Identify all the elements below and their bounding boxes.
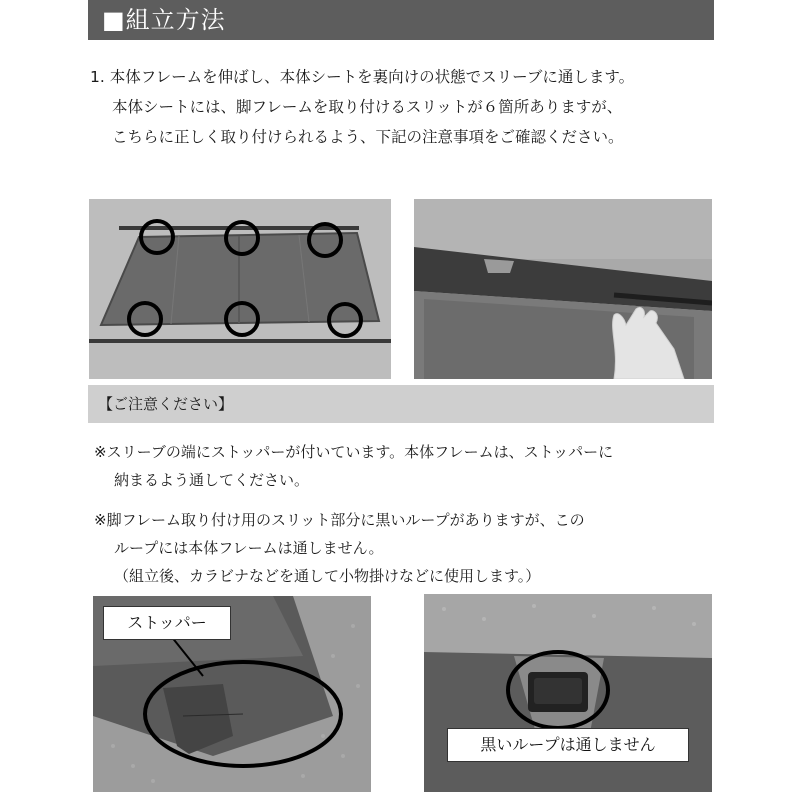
loop-label xyxy=(447,728,689,762)
section-title-bar xyxy=(88,0,714,40)
step-1-line-3: こちらに正しく取り付けられるよう、下記の注意事項をご確認ください。 xyxy=(112,128,624,146)
stopper-label xyxy=(103,606,231,640)
photo-frame-sleeve xyxy=(414,199,712,379)
photo-sheet-slits xyxy=(89,199,391,379)
note-stopper xyxy=(94,438,734,494)
section-title: ■組立方法 xyxy=(102,6,226,34)
note-loop xyxy=(94,506,734,590)
note-1-line-2: 納まるよう通してください。 xyxy=(114,471,310,489)
note-1-line-1: ※スリーブの端にストッパーが付いています。本体フレームは、ストッパーに xyxy=(94,443,614,461)
loop-label-text: 黒いループは通しません xyxy=(480,735,656,754)
photo-black-loop xyxy=(424,594,712,792)
notice-title: 【ご注意ください】 xyxy=(98,395,234,413)
step-1-line-1: 1. 本体フレームを伸ばし、本体シートを裏向けの状態でスリーブに通します。 xyxy=(90,68,635,86)
stopper-label-text: ストッパー xyxy=(127,613,207,632)
note-2-line-3: （組立後、カラビナなどを通して小物掛けなどに使用します。） xyxy=(114,567,541,585)
step-1-line-2: 本体シートには、脚フレームを取り付けるスリットが６箇所ありますが、 xyxy=(112,98,623,116)
step-1-instructions xyxy=(90,62,730,152)
note-2-line-1: ※脚フレーム取り付け用のスリット部分に黒いループがありますが、この xyxy=(94,511,585,529)
notice-bar xyxy=(88,385,714,423)
note-2-line-2: ループには本体フレームは通しません。 xyxy=(114,539,384,557)
